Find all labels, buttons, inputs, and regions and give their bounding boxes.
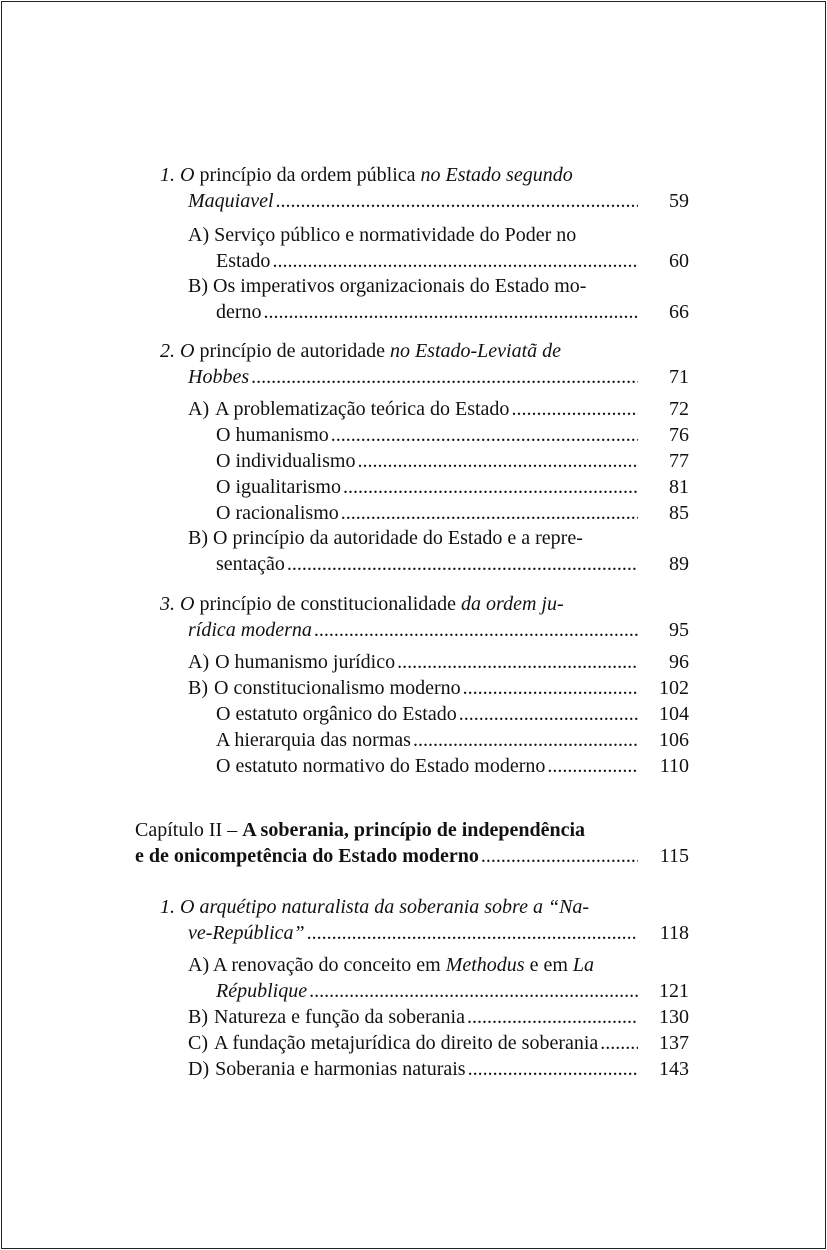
toc-subitem[interactable]: O humanismo .....	[216, 422, 640, 448]
section-number: 1.	[160, 896, 175, 918]
toc-subitem[interactable]: A hierarquia das normas .....	[216, 727, 640, 753]
toc-subitem[interactable]: O estatuto orgânico do Estado .....	[216, 701, 640, 727]
toc-chapter-title[interactable]: Capítulo II – A soberania, princípio de independência	[135, 819, 586, 841]
page-number: 143	[659, 1058, 689, 1080]
toc-item-2B-cont[interactable]: sentação .....	[216, 551, 640, 577]
page-number: 89	[669, 553, 689, 575]
page-number: 85	[669, 502, 689, 524]
toc-section-2-title[interactable]: 2. O princípio de autoridade no Estado-Leviatã de	[160, 340, 562, 362]
chapter-label: Capítulo II –	[135, 819, 238, 841]
page-number: 77	[669, 450, 689, 472]
toc-item-1A[interactable]: A) Serviço público e normatividade do Poder no	[188, 224, 577, 246]
toc-item-2B[interactable]: B) O princípio da autoridade do Estado e a repre-	[188, 527, 583, 549]
page-number: 106	[659, 729, 689, 751]
toc-item-c1A-cont[interactable]: République .....	[216, 978, 640, 1004]
toc-item-c1B[interactable]: B) Natureza e função da soberania .....	[188, 1004, 640, 1030]
toc-item-2A[interactable]: A) A problematização teórica do Estado .....	[188, 396, 640, 422]
page-number: 110	[659, 755, 689, 777]
toc-section-3-title-cont[interactable]: rídica moderna .....	[188, 617, 640, 643]
page-number: 102	[659, 677, 689, 699]
toc-item-1A-cont[interactable]: Estado .....	[216, 248, 640, 274]
toc-item-1B[interactable]: B) Os imperativos organizacionais do Estado mo-	[188, 275, 587, 297]
toc-item-c1A[interactable]: A) A renovação do conceito em Methodus e em La	[188, 954, 595, 976]
toc-chapter-section-1-title-cont[interactable]: ve-República” .....	[188, 920, 640, 946]
toc-item-1B-cont[interactable]: derno .....	[216, 299, 640, 325]
toc-section-1-title-cont[interactable]: Maquiavel .....	[188, 188, 640, 214]
toc-subitem[interactable]: O individualismo .....	[216, 448, 640, 474]
page-number: 59	[669, 190, 689, 212]
page-number: 76	[669, 424, 689, 446]
toc-subitem[interactable]: O estatuto normativo do Estado moderno .....	[216, 753, 640, 779]
section-number: 3.	[160, 593, 175, 615]
page-number: 130	[659, 1006, 689, 1028]
section-number: 2.	[160, 340, 175, 362]
page-number: 118	[659, 922, 689, 944]
toc-item-3B[interactable]: B) O constitucionalismo moderno .....	[188, 675, 640, 701]
page-number: 104	[659, 703, 689, 725]
toc-section-1-title[interactable]: 1. O princípio da ordem pública no Estado segundo	[160, 164, 573, 186]
toc-chapter-title-cont[interactable]: e de onicompetência do Estado moderno .....	[135, 843, 640, 869]
section-number: 1.	[160, 164, 175, 186]
toc-chapter-section-1-title[interactable]: 1. O arquétipo naturalista da soberania sobre a “Na-	[160, 896, 590, 918]
page-number: 137	[659, 1032, 689, 1054]
page-number: 95	[669, 619, 689, 641]
page-number: 72	[669, 398, 689, 420]
toc-subitem[interactable]: O racionalismo .....	[216, 500, 640, 526]
toc-section-2-title-cont[interactable]: Hobbes .....	[188, 364, 640, 390]
page-number: 81	[669, 476, 689, 498]
page-number: 96	[669, 651, 689, 673]
toc-subitem[interactable]: O igualitarismo .....	[216, 474, 640, 500]
page-number: 66	[669, 301, 689, 323]
page-number: 71	[669, 366, 689, 388]
toc-item-c1C[interactable]: C) A fundação metajurídica do direito de soberania .....	[188, 1030, 640, 1056]
page-number: 115	[659, 845, 689, 867]
toc-section-3-title[interactable]: 3. O princípio de constitucionalidade da ordem ju-	[160, 593, 564, 615]
toc-item-3A[interactable]: A) O humanismo jurídico .....	[188, 649, 640, 675]
page-number: 121	[659, 980, 689, 1002]
toc-item-c1D[interactable]: D) Soberania e harmonias naturais .....	[188, 1056, 640, 1082]
page-number: 60	[669, 250, 689, 272]
